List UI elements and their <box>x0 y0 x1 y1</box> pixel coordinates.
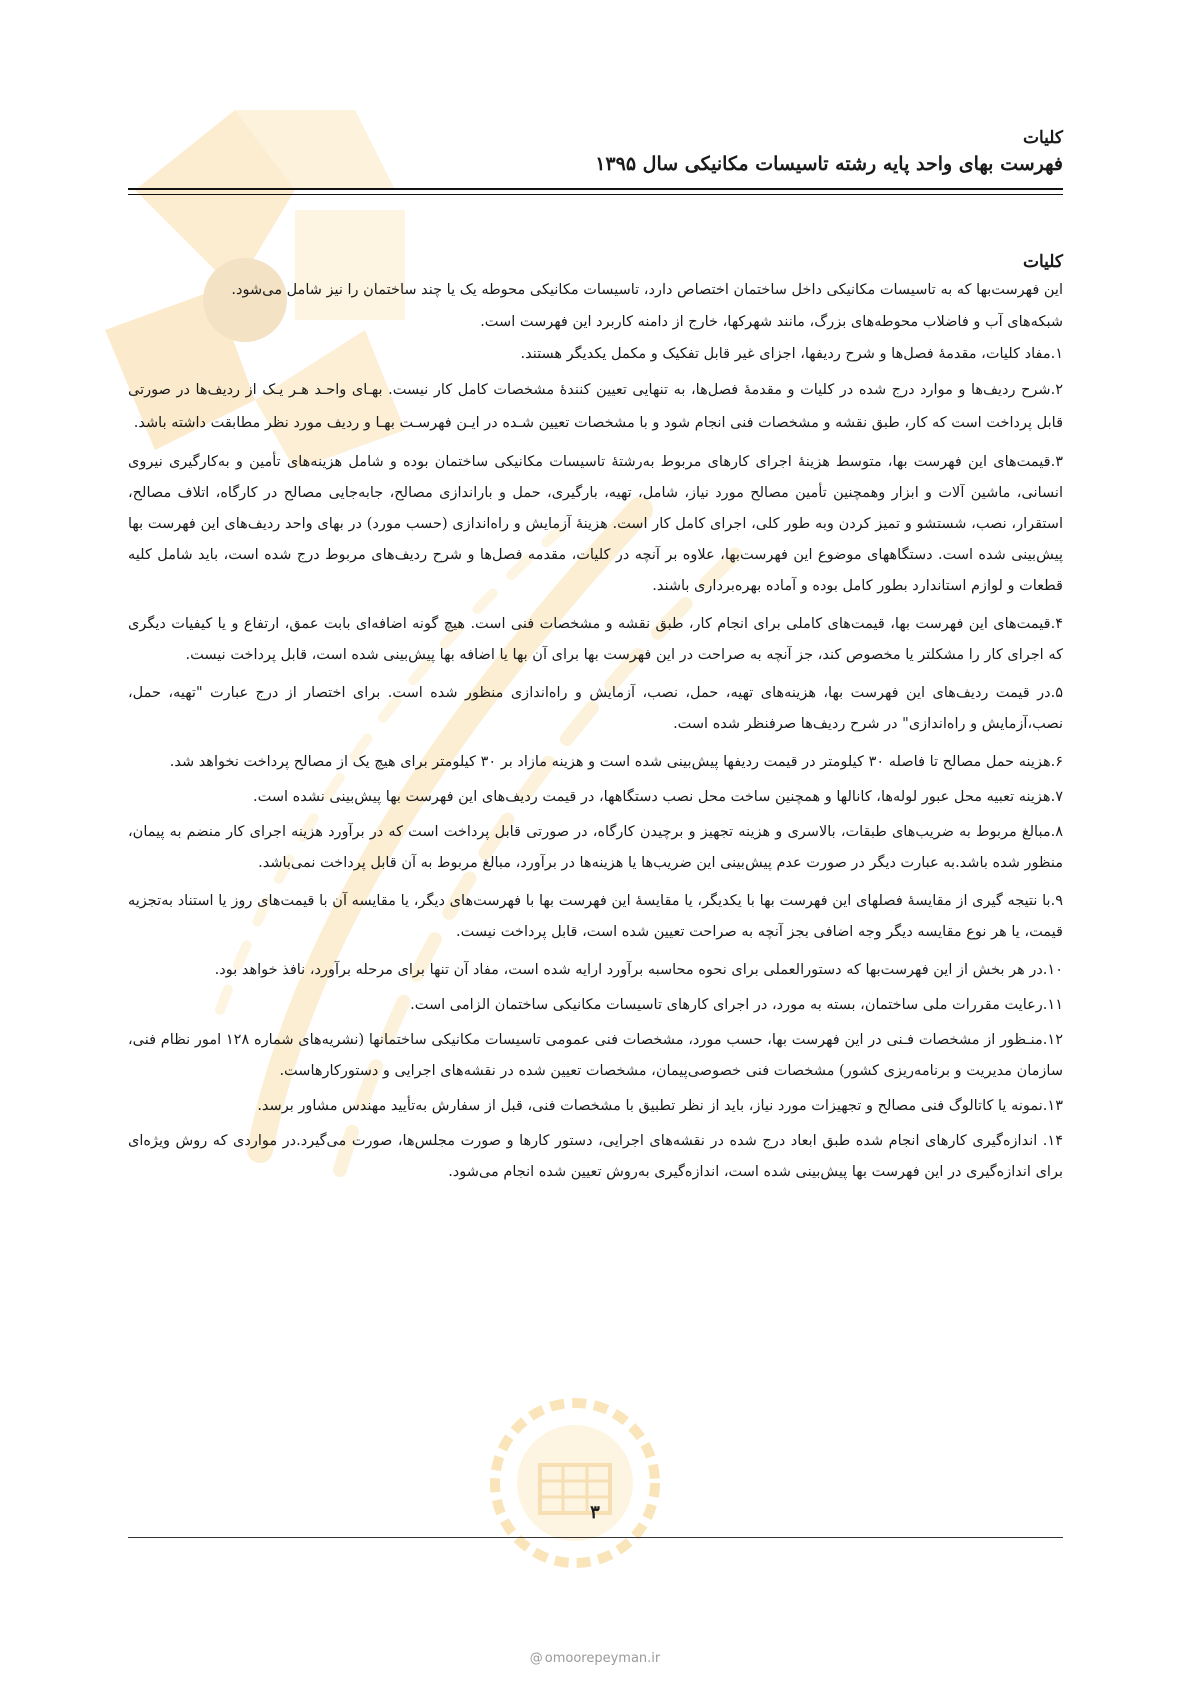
paragraph-item-12: ۱۲.منـظور از مشخصات فـنی در این فهرست بها، حسب مورد، مشخصات فنی عمومی تاسیسات مکانیکی ساختمانها (نشریه‌های شماره ۱۲۸ امور نظام فنی، سازمان مدیریت و برنامه‌ریزی کشور) مشخصات فنی خصوصی‌پیمان، مشخصات تعیین شده در نقشه‌های اجرایی و دستورکارهاست. <box>128 1032 1063 1079</box>
paragraph-item-14: ۱۴. اندازه‌گیری کارهای انجام شده طبق ابعاد درج شده در نقشه‌های اجرایی، دستور کارها و صورت مجلس‌ها، صورت می‌گیرد.در مواردی که روش ویژه‌ای برای اندازه‌گیری در این فهرست بها پیش‌بینی شده است، اندازه‌گیری به‌روش تعیین شده انجام می‌شود. <box>128 1133 1063 1180</box>
main-content <box>128 250 1063 1195</box>
website-watermark <box>440 1651 750 1666</box>
paragraph-item-8: ۸.مبالغ مربوط به ضریب‌های طبقات، بالاسری و هزینه تجهیز و برچیدن کارگاه، در صورتی قابل پرداخت است که در برآورد هزینه اجرای کار منضم به پیمان، منظور شده باشد.به عبارت دیگر در صورت عدم پیش‌بینی این ضریب‌ها یا هزینه‌ها در برآورد، مبالغ مربوط به آن قابل پرداخت نمی‌باشد. <box>128 824 1063 871</box>
paragraph-item-3: ۳.قیمت‌های این فهرست بها، متوسط هزینهٔ اجرای کارهای مربوط به‌رشتهٔ تاسیسات مکانیکی ساختمان بوده و شامل هزینه‌های تأمین و به‌کارگیری نیروی انسانی، ماشین آلات و ابزار وهمچنین تأمین مصالح مورد نیاز، شامل، تهیه، بارگیری، حمل و باراندازی مصالح، جابه‌جایی مصالح در کارگاه، اتلاف مصالح، استقرار، نصب، شستشو و تمیز کردن وبه طور کلی، اجرای کامل کار است. هزینهٔ آزمایش و راه‌اندازی (حسب مورد) در بهای واحد ردیف‌های این فهرست بها پیش‌بینی شده است. دستگاههای موضوع این فهرست‌بها، علاوه بر آنچه در کلیات، مقدمه فصل‌ها و شرح ردیف‌های مربوط درج شده است، باید شامل کلیه قطعات و لوازم استاندارد بطور کامل بوده و آماده بهره‌برداری باشند. <box>128 454 1063 594</box>
page-header <box>128 126 1063 178</box>
header-document-title: فهرست بهای واحد پایه رشته تاسیسات مکانیکی سال ۱۳۹۵ <box>595 153 1063 175</box>
header-section-label: کلیات <box>1022 128 1063 148</box>
at-icon: @ <box>529 1651 543 1666</box>
paragraph-item-1: ۱.مفاد کلیات، مقدمهٔ فصل‌ها و شرح ردیفها، اجزای غیر قابل تفکیک و مکمل یکدیگر هستند. <box>520 346 1063 362</box>
paragraph-item-5: ۵.در قیمت ردیف‌های این فهرست بها، هزینه‌های تهیه، حمل، نصب، آزمایش و راه‌اندازی منظور شده است. برای اختصار از درج عبارت "تهیه، حمل، نصب،آزمایش و راه‌اندازی" در شرح ردیف‌ها صرفنظر شده است. <box>128 685 1063 732</box>
page-number: ۳ <box>590 1502 600 1523</box>
section-title: کلیات <box>1022 252 1063 272</box>
paragraph-item-9: ۹.با نتیجه گیری از مقایسهٔ فصلهای این فهرست بها با یکدیگر، یا مقایسهٔ این فهرست بها با فهرست‌های دیگر، یا مقایسه آن با قیمت‌های روز یا استناد به‌تجزیه قیمت، یا هر نوع مقایسه دیگر وجه اضافی بجز آنچه به صراحت تعیین شده است، قابل پرداخت نیست. <box>128 893 1063 940</box>
paragraph-scope: شبکه‌های آب و فاضلاب محوطه‌های بزرگ، مانند شهرکها، خارج از دامنه کاربرد این فهرست است. <box>480 314 1063 330</box>
website-text: omoorepeyman.ir <box>544 1651 661 1666</box>
footer-rule <box>128 1537 1063 1538</box>
paragraph-item-7: ۷.هزینه تعبیه محل عبور لوله‌ها، کانالها و همچنین ساخت محل نصب دستگاهها، در قیمت ردیف‌های این فهرست بها پیش‌بینی نشده است. <box>252 789 1063 805</box>
paragraph-intro: این فهرست‌بها که به تاسیسات مکانیکی داخل ساختمان اختصاص دارد، تاسیسات مکانیکی محوطه یک یا چند ساختمان را نیز شامل می‌شود. <box>231 282 1063 298</box>
header-double-rule <box>128 188 1063 195</box>
paragraph-item-6: ۶.هزینه حمل مصالح تا فاصله ۳۰ کیلومتر در قیمت ردیفها پیش‌بینی شده است و هزینه مازاد بر ۳۰ کیلومتر برای هیچ یک از مصالح پرداخت نخواهد شد. <box>169 754 1063 770</box>
paragraph-item-4: ۴.قیمت‌های این فهرست بها، قیمت‌های کاملی برای انجام کار، طبق نقشه و مشخصات فنی است. هیچ گونه اضافه‌ای بابت عمق، ارتفاع و یا کیفیات دیگری که اجرای کار را مشکلتر یا مخصوص کند، جز آنچه به صراحت در این فهرست بها برای آن بها یا اضافه بها پیش‌بینی شده است، قابل پرداخت نیست. <box>128 616 1063 663</box>
paragraph-item-2: ۲.شرح ردیف‌ها و موارد درج شده در کلیات و مقدمهٔ فصل‌ها، به تنهایی تعیین کنندهٔ مشخصات کامل کار نیست. بهـای واحـد هـر یـک از ردیف‌ها در صورتی قابل پرداخت است که کار، طبق نقشه و مشخصات فنی انجام شود و با مشخصات تعیین شـده در ایـن فهرسـت بهـا و ردیف مورد نظر مطابقت داشته باشد. <box>128 382 1063 431</box>
watermark-seal-logo <box>470 1395 680 1570</box>
paragraph-item-13: ۱۳.نمونه یا کاتالوگ فنی مصالح و تجهیزات مورد نیاز، باید از نظر تطبیق با مشخصات فنی، قبل از سفارش به‌تأیید مهندس مشاور برسد. <box>257 1098 1063 1114</box>
paragraph-item-11: ۱۱.رعایت مقررات ملی ساختمان، بسته به مورد، در اجرای کارهای تاسیسات مکانیکی ساختمان الزامی است. <box>410 997 1063 1013</box>
paragraph-item-10: ۱۰.در هر بخش از این فهرست‌بها که دستورالعملی برای نحوه محاسبه برآورد ارایه شده است، مفاد آن تنها برای مرحله برآورد، نافذ خواهد بود. <box>214 962 1063 978</box>
